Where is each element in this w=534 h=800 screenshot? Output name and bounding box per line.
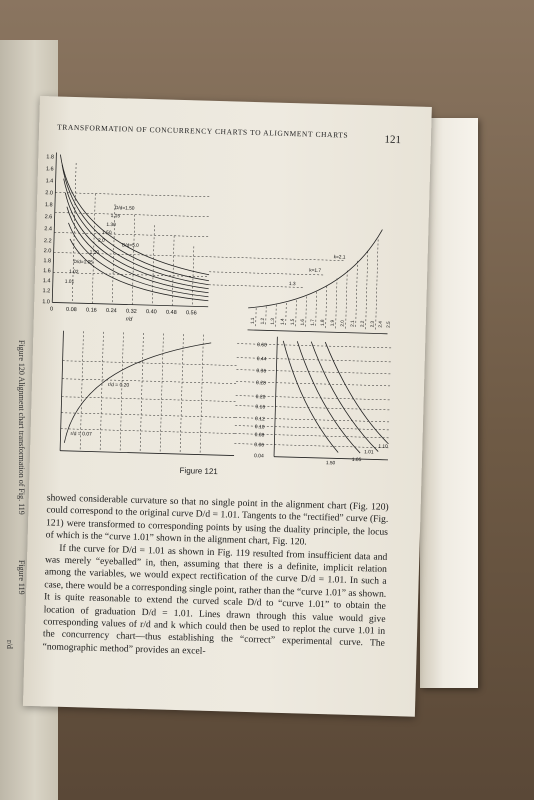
right-scale-labels <box>289 253 346 289</box>
br-y-tick: 0.12 <box>254 416 265 423</box>
br-y-tick: 0.10 <box>254 424 265 431</box>
scale-tick: 1.3 <box>269 318 275 325</box>
curve-label: D/d=1.50 <box>114 206 135 212</box>
tl-x-tick: 0.08 <box>65 306 77 314</box>
br-y-tick: 0.20 <box>255 394 266 401</box>
body-paragraph-2: If the curve for D/d = 1.01 as shown in Fig. 119 resulted from insufficient data and was merely “eyeballed” in, then, assuming that there is a definite, implicit relation among the variables, we would expect rectification of the curve D/d = 1.01. In such a case, there would be a corresponding single point, rather than the “curve 1.01” as shown. It is quite reasonable to extend the curved scale D/d to “curve 1.01” to obtain the location of graduation D/d = 1.01. Lines drawn through this value would give corresponding values of r/d and k which could then be used to replot the curve 1.01 in the concurrency chart—thus establishing the “correct” experimental curve. The “nomographic method” provides an excel- <box>42 542 388 657</box>
curve-label: 1.10 <box>89 250 100 256</box>
scale-tick: 1.9 <box>329 319 335 327</box>
br-curve-label: 1.01 <box>364 450 374 456</box>
tl-y-tick: 2.4 <box>44 226 53 233</box>
k-label: k=1.7 <box>309 268 322 274</box>
rd-label: r/d = 0.20 <box>107 382 130 389</box>
br-y-tick: 0.44 <box>256 356 267 363</box>
scale-tick: 1.5 <box>289 318 295 326</box>
body-text <box>42 492 388 663</box>
scale-tick: 2.3 <box>369 320 375 328</box>
tl-y-tick: 1.8 <box>44 202 53 209</box>
curve-label: 1.50 <box>102 230 112 237</box>
left-page-caption-1: Figure 120 Alignment chart transformation of Fig. 119 <box>17 340 26 515</box>
scale-tick: 1.6 <box>299 318 305 326</box>
tl-y-tick: 1.6 <box>43 268 51 275</box>
k-label: 1.3 <box>288 282 296 288</box>
curve-label: 1.30 <box>106 222 116 229</box>
curve-label: D/d=1.05 <box>73 259 94 266</box>
rd-label: r/d = 0.07 <box>70 430 92 438</box>
tl-x-tick: 0.24 <box>105 307 117 315</box>
tl-y-tick: 1.8 <box>43 258 52 265</box>
scale-tick: 2.0 <box>339 320 345 327</box>
top-left-x-ticks <box>50 306 197 324</box>
curve-label: 1.15 <box>110 214 121 220</box>
top-left-chart <box>52 152 212 306</box>
br-curve-label: 1.50 <box>325 461 336 467</box>
right-scale-ticks <box>250 317 391 328</box>
scale-tick: 1.2 <box>259 317 265 325</box>
tl-x-tick: 0.32 <box>125 308 137 315</box>
scale-tick: 1.1 <box>249 317 255 325</box>
tl-y-tick: 1.4 <box>42 278 51 285</box>
left-page-caption-2: Figure 119 <box>17 560 26 595</box>
page-number: 121 <box>384 133 402 147</box>
scale-tick: 1.7 <box>309 319 315 326</box>
tl-y-tick: 1.8 <box>46 154 55 161</box>
scale-tick: 1.8 <box>319 319 325 327</box>
tl-y-tick: 2.2 <box>43 238 52 245</box>
tl-x-tick: 0.16 <box>85 307 97 314</box>
tl-y-tick: 1.6 <box>45 166 54 173</box>
br-curve-label: 1.10 <box>378 444 388 450</box>
running-head: TRANSFORMATION OF CONCURRENCY CHARTS TO ALIGNMENT CHARTS <box>57 122 349 140</box>
tl-y-tick: 1.4 <box>45 178 54 185</box>
scale-tick: 2.1 <box>349 320 355 327</box>
tl-y-tick: 1.0 <box>42 299 50 306</box>
top-left-y-ticks <box>42 154 54 305</box>
figure-121 <box>38 152 407 472</box>
scale-tick: 2.5 <box>385 321 391 328</box>
scale-tick: 2.2 <box>359 320 365 328</box>
br-y-tick: 0.06 <box>254 442 265 449</box>
tl-x-tick: 0 <box>49 306 54 313</box>
top-left-curve-labels <box>65 204 140 287</box>
right-curved-scale <box>208 225 391 334</box>
tl-x-label: r/d <box>125 316 133 323</box>
br-y-tick: 0.60 <box>257 342 267 349</box>
bottom-right-curve-labels <box>326 442 388 468</box>
curve-label: D/d=5.0 <box>121 243 139 249</box>
tl-x-tick: 0.48 <box>165 309 177 316</box>
curve-label: 1.01 <box>64 279 75 286</box>
br-y-tick: 0.36 <box>256 368 267 375</box>
br-y-tick: 0.04 <box>253 453 264 460</box>
figure-caption: Figure 121 <box>179 466 218 477</box>
tl-y-tick: 1.2 <box>42 288 51 295</box>
tl-y-tick: 2.6 <box>44 214 53 221</box>
scale-tick: 2.4 <box>377 321 383 328</box>
tl-y-tick: 2.0 <box>45 190 54 197</box>
curve-label: 1.02 <box>69 269 79 276</box>
scale-tick: 1.4 <box>279 318 285 325</box>
tl-x-tick: 0.56 <box>185 310 197 317</box>
br-y-tick: 0.16 <box>255 404 266 411</box>
bottom-right-y-ticks <box>254 342 267 459</box>
tl-x-tick: 0.40 <box>145 309 157 316</box>
book-page <box>23 96 432 717</box>
br-y-tick: 0.08 <box>254 432 265 439</box>
curve-label: 2.0 <box>97 238 105 244</box>
br-y-tick: 0.28 <box>255 380 266 387</box>
br-curve-label: 1.05 <box>351 457 362 464</box>
tl-y-tick: 2.0 <box>43 248 52 255</box>
k-label: k=2.1 <box>333 255 346 261</box>
body-paragraph-1: showed considerable curvature so that no single point in the alignment chart (Fig. 120) could correspond to the original curve D/d = 1.01. Tangents to the “rectified” curve (Fig. 121) were transformed to corresponding points by using the duality principle, the locus of which is the “curve 1.01” shown in the alignment chart, Fig. 120. <box>45 492 389 548</box>
left-page-caption-3: r/d <box>5 640 14 649</box>
